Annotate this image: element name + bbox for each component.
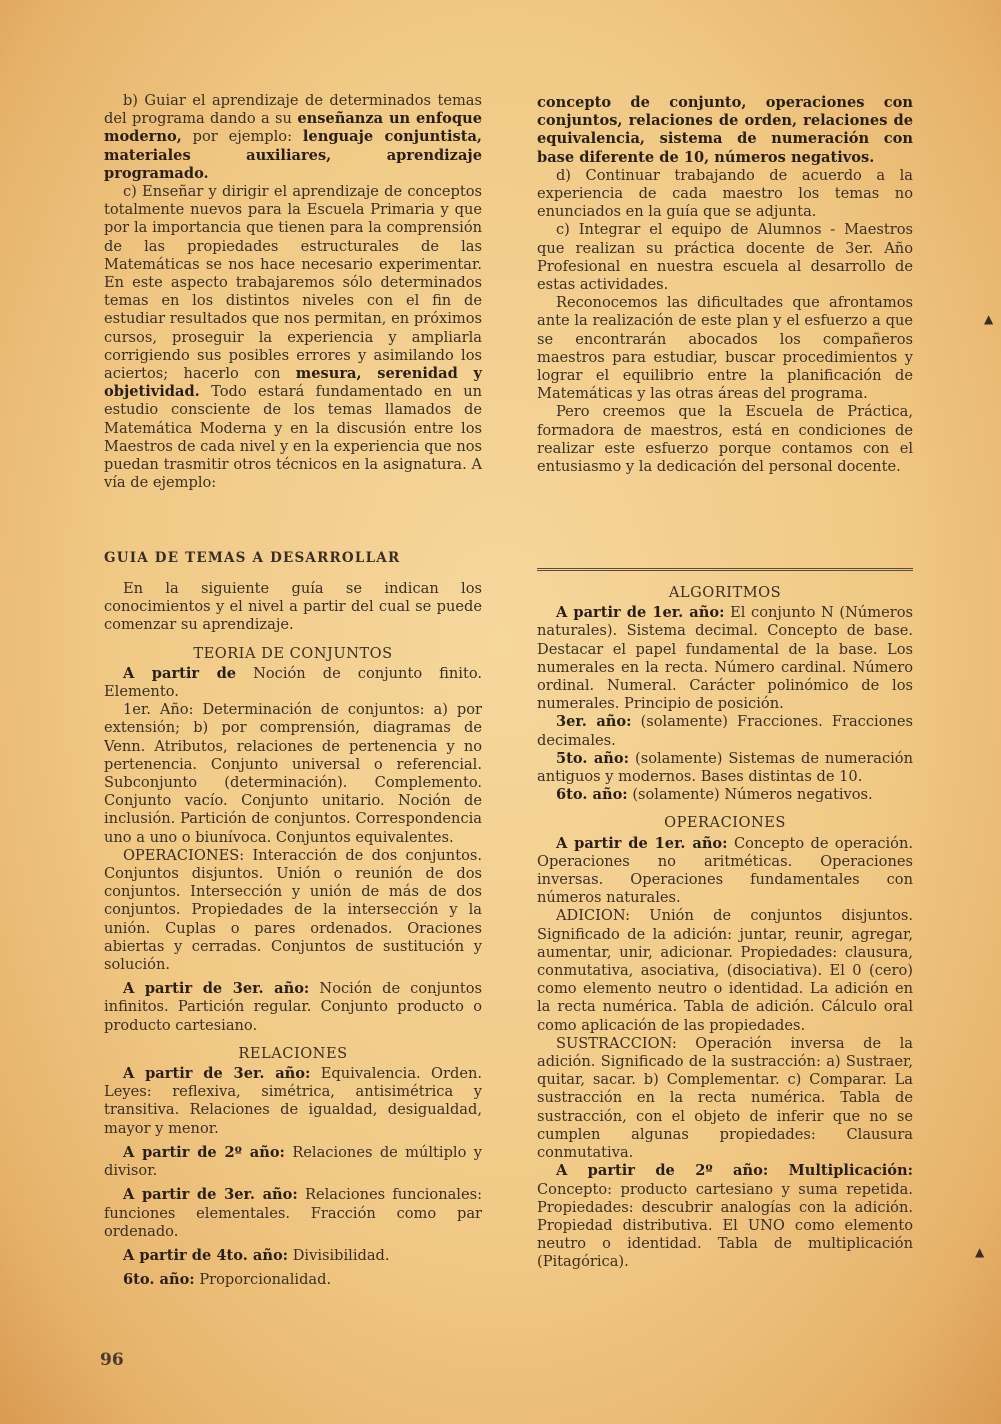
teoria-operaciones: OPERACIONES: Interacción de dos conjuntos. Conjuntos disjuntos. Unión o reunión de dos conjuntos. Intersección y unión de más de dos conjuntos. Propiedades de la intersección y la unión. Cuplas o pares ordenados. Oraciones abiertas y cerradas. Conjuntos de sustitución y solución. [104, 846, 482, 974]
paragraph-c: c) Enseñar y dirigir el aprendizaje de conceptos totalmente nuevos para la Escuela Primaria y que por la importancia que tienen para la comprensión de las propiedades estructurales de las Matemáticas se nos hace necesario experimentar. En este aspecto trabajaremos sólo determinados temas en los distintos niveles con el fin de estudiar resultados que nos permitan, en próximos cursos, proseguir la experiencia y ampliarla corrigiendo sus posibles errores y asimilando los aciertos; hacerlo con mesura, serenidad y objetividad. Todo estará fundamentado en un estudio consciente de los temas llamados de Matemática Moderna y en la discusión entre los Maestros de cada nivel y en la experiencia que nos puedan trasmitir otros técnicos en la asignatura. A vía de ejemplo: [104, 183, 482, 492]
paragraph-conclusion: Pero creemos que la Escuela de Práctica, formadora de maestros, está en condiciones de realizar este esfuerzo porque contamos con el entusiasmo y la dedicación del personal docente. [537, 403, 913, 476]
operaciones-title: OPERACIONES [664, 814, 786, 832]
margin-mark: ▲ [984, 312, 994, 326]
relaciones-1: A partir de 3er. año: Equivalencia. Orden. Leyes: reflexiva, simétrica, antisimétrica y transitiva. Relaciones de igualdad, desigualdad, mayor y menor. [104, 1065, 482, 1137]
guide-heading: GUIA DE TEMAS A DESARROLLAR [104, 550, 401, 566]
paragraph-b: b) Guiar el aprendizaje de determinados temas del programa dando a su enseñanza un enfoque moderno, por ejemplo: lenguaje conjuntista, materiales auxiliares, aprendizaje programado. [104, 92, 482, 182]
paragraph-difficulties: Reconocemos las dificultades que afrontamos ante la realización de este plan y el esfuerzo a que se encontrarán abocados los compañeros maestros para estudiar, buscar procedimientos y lograr el equilibrio entre la planificación de Matemáticas y las otras áreas del programa. [537, 294, 913, 403]
guide-intro: En la siguiente guía se indican los conocimientos y el nivel a partir del cual se puede comenzar su aprendizaje. [104, 580, 482, 634]
margin-mark: ▲ [975, 1245, 985, 1259]
operaciones-1: A partir de 1er. año: Concepto de operación. Operaciones no aritméticas. Operaciones inversas. Operaciones fundamentales con números naturales. [537, 834, 913, 907]
algoritmos-4: 6to. año: (solamente) Números negativos. [555, 786, 873, 804]
right-top-column [537, 94, 913, 476]
page-number: 96 [100, 1350, 124, 1370]
algoritmos-3: 5to. año: (solamente) Sistemas de numeración antiguos y modernos. Bases distintas de 10. [537, 749, 913, 786]
relaciones-title: RELACIONES [238, 1044, 348, 1062]
teoria-1er: 1er. Año: Determinación de conjuntos: a) por extensión; b) por comprensión, diagramas de Venn. Atributos, relaciones de pertenencia y no pertenencia. Conjunto universal o referencial. Subconjunto (determinación). Complemento. Conjunto vacío. Conjunto unitario. Noción de inclusión. Partición de conjuntos. Correspondencia uno a uno o biunívoca. Conjuntos equivalentes. [104, 701, 482, 846]
algoritmos-1: A partir de 1er. año: El conjunto N (Números naturales). Sistema decimal. Concepto de base. Destacar el papel fundamental de la base. Los numerales en la recta. Número cardinal. Número ordinal. Numeral. Carácter polinómico de los numerales. Principio de posición. [537, 604, 913, 713]
multiplicacion-paragraph: A partir de 2º año: Multiplicación: Concepto: producto cartesiano y suma repetida. Propiedades: descubrir analogías con la adición. Propiedad distributiva. El UNO como elemento neutro o identidad. Tabla de multiplicación (Pitagórica). [537, 1162, 913, 1271]
relaciones-4: A partir de 4to. año: Divisibilidad. [122, 1246, 390, 1264]
section-divider [537, 568, 913, 571]
relaciones-2: A partir de 2º año: Relaciones de múltiplo y divisor. [104, 1143, 482, 1180]
adicion-paragraph: ADICION: Unión de conjuntos disjuntos. Significado de la adición: juntar, reunir, agregar, aumentar, unir, adicionar. Propiedades: clausura, conmutativa, asociativa, (disociativa). El 0 (cero) como elemento neutro o identidad. La adición en la recta numérica. Tabla de adición. Cálculo oral como aplicación de las propiedades. [537, 907, 913, 1034]
relaciones-5: 6to. año: Proporcionalidad. [122, 1271, 332, 1289]
bold-topics-paragraph: concepto de conjunto, operaciones con conjuntos, relaciones de orden, relaciones de equivalencia, sistema de numeración con base diferente de 10, números negativos. [537, 94, 913, 166]
paragraph-d: d) Continuar trabajando de acuerdo a la experiencia de cada maestro los temas no enunciados en la guía que se adjunta. [537, 166, 913, 221]
paragraph-e: c) Integrar el equipo de Alumnos - Maestros que realizan su práctica docente de 3er. Año Profesional en nuestra escuela al desarrollo de estas actividades. [537, 221, 913, 294]
left-top-column [104, 92, 482, 492]
teoria-3er: A partir de 3er. año: Noción de conjuntos infinitos. Partición regular. Conjunto producto o producto cartesiano. [104, 980, 482, 1034]
guide-right-column [537, 584, 913, 1272]
relaciones-3: A partir de 3er. año: Relaciones funcionales: funciones elementales. Fracción como par ordenado. [104, 1186, 483, 1240]
algoritmos-title: ALGORITMOS [668, 584, 782, 601]
sustraccion-paragraph: SUSTRACCION: Operación inversa de la adición. Significado de la sustracción: a) Sustraer, quitar, sacar. b) Complementar. c) Comparar. La sustracción en la recta numérica. Tabla de sustracción, con el objeto de inferir que no se cumplen algunas propiedades: Clausura conmutativa. [537, 1034, 913, 1162]
teoria-title: TEORIA DE CONJUNTOS [193, 644, 393, 662]
algoritmos-2: 3er. año: (solamente) Fracciones. Fracciones decimales. [537, 713, 914, 749]
guide-left-column [104, 580, 482, 1289]
teoria-a: A partir de Noción de conjunto finito. Elemento. [104, 664, 482, 701]
